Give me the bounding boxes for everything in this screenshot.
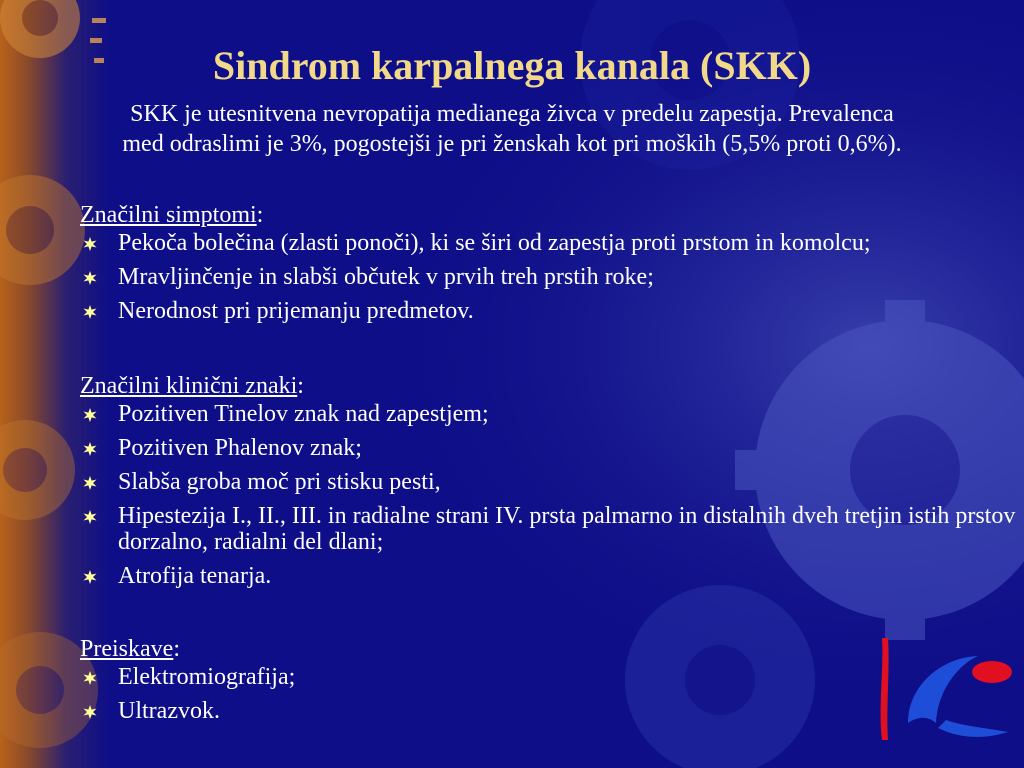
list-item-text: Atrofija tenarja. bbox=[118, 563, 272, 589]
list-item bbox=[80, 503, 1020, 555]
list-item-text: Ultrazvok. bbox=[118, 698, 220, 724]
list-item-text: Pekoča bolečina (zlasti ponoči), ki se širi od zapestja proti prstom in komolcu; bbox=[118, 230, 871, 256]
section-heading-label: Značilni simptomi bbox=[80, 202, 257, 228]
list-item-text: Nerodnost pri prijemanju predmetov. bbox=[118, 298, 474, 324]
list-item bbox=[80, 401, 1020, 427]
starburst-bullet-icon bbox=[83, 271, 97, 285]
section-heading-label: Preiskave bbox=[80, 636, 174, 662]
list-item bbox=[80, 298, 1020, 324]
list-item-text: Slabša groba moč pri stisku pesti, bbox=[118, 469, 441, 495]
starburst-bullet-icon bbox=[83, 510, 97, 524]
section-heading-label: Značilni klinični znaki bbox=[80, 373, 298, 399]
list-item bbox=[80, 469, 1020, 495]
starburst-bullet-icon bbox=[83, 305, 97, 319]
list-item bbox=[80, 264, 1020, 290]
intro-line: SKK je utesnitvena nevropatija medianega živca v predelu zapestja. Prevalenca bbox=[130, 101, 894, 127]
section-heading-colon: : bbox=[297, 373, 304, 399]
section-clinical-signs bbox=[80, 371, 1020, 589]
kc-logo bbox=[868, 628, 1018, 748]
starburst-bullet-icon bbox=[83, 476, 97, 490]
starburst-bullet-icon bbox=[83, 705, 97, 719]
slide-title: Sindrom karpalnega kanala (SKK) bbox=[212, 43, 812, 88]
section-heading bbox=[80, 371, 1020, 401]
list-item-text: Elektromiografija; bbox=[118, 664, 296, 690]
intro-line: med odraslimi je 3%, pogostejši je pri ženskah kot pri moških (5,5% proti 0,6%). bbox=[122, 131, 902, 157]
bullet-list bbox=[80, 401, 1020, 589]
section-symptoms bbox=[80, 200, 1020, 324]
section-heading-colon: : bbox=[173, 636, 180, 662]
intro-paragraph bbox=[40, 99, 984, 159]
bullet-list bbox=[80, 230, 1020, 324]
list-item bbox=[80, 563, 1020, 589]
list-item-text: Pozitiven Phalenov znak; bbox=[118, 435, 362, 461]
starburst-bullet-icon bbox=[83, 671, 97, 685]
starburst-bullet-icon bbox=[83, 408, 97, 422]
list-item-text: Hipestezija I., II., III. in radialne strani IV. prsta palmarno in distalnih dveh tretjin istih prstov dorzalno, radialni del dlani; bbox=[118, 503, 1016, 555]
section-heading bbox=[80, 200, 1020, 230]
list-item bbox=[80, 435, 1020, 461]
starburst-bullet-icon bbox=[83, 237, 97, 251]
section-heading-colon: : bbox=[256, 202, 264, 228]
starburst-bullet-icon bbox=[83, 570, 97, 584]
list-item bbox=[80, 230, 1020, 256]
list-item-text: Mravljinčenje in slabši občutek v prvih treh prstih roke; bbox=[118, 264, 654, 290]
starburst-bullet-icon bbox=[83, 442, 97, 456]
list-item-text: Pozitiven Tinelov znak nad zapestjem; bbox=[118, 401, 489, 427]
